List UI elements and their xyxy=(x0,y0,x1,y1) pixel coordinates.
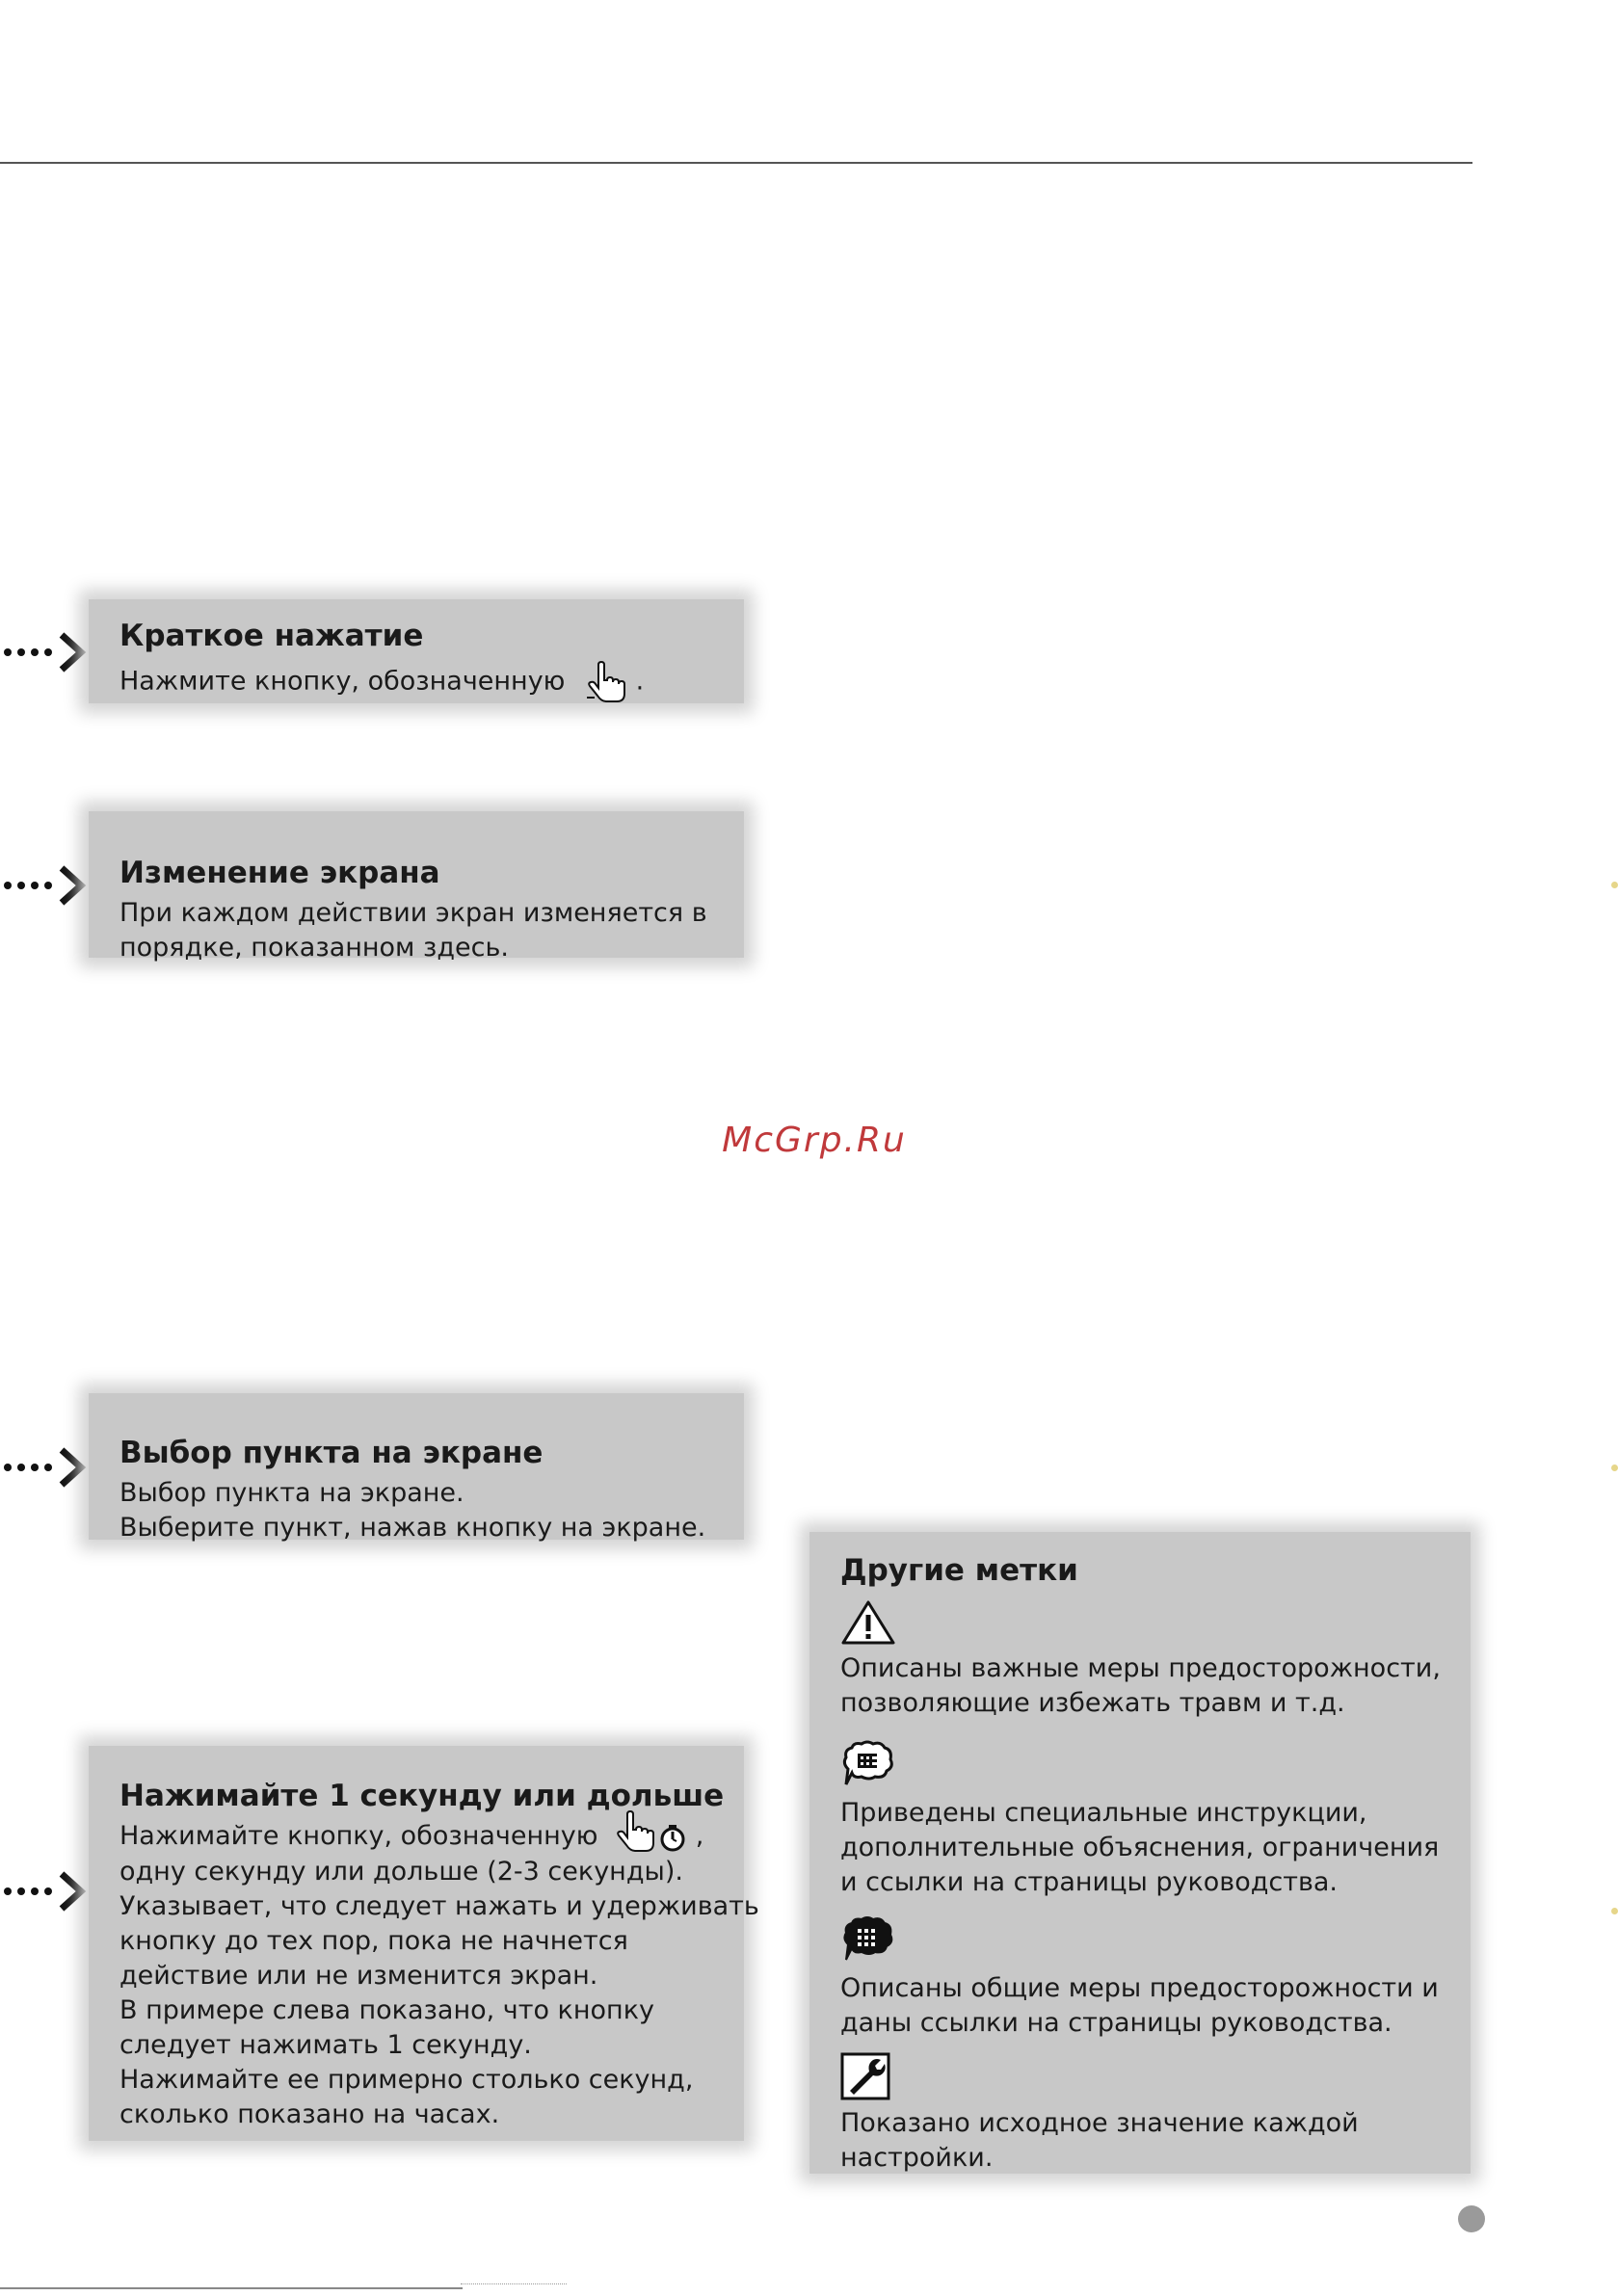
hold-press-text-after: , xyxy=(695,1821,704,1851)
hold-press-text-before: Нажимайте кнопку, обозначенную xyxy=(119,1821,598,1851)
warning-triangle-icon xyxy=(840,1599,896,1646)
mark-text: Описаны общие меры предосторожности и xyxy=(840,1973,1439,2003)
dotted-arrow-icon xyxy=(0,860,89,910)
hold-press-line: действие или не изменится экран. xyxy=(119,1960,598,1991)
hold-press-line: одну секунду или дольше (2-3 секунды). xyxy=(119,1856,683,1887)
hold-press-box xyxy=(89,1746,759,2141)
mark-text: даны ссылки на страницы руководства. xyxy=(840,2008,1393,2038)
hold-press-title: Нажимайте 1 секунду или дольше xyxy=(119,1779,725,1813)
edge-mark xyxy=(1611,882,1618,888)
hold-press-line: Указывает, что следует нажать и удерживать xyxy=(119,1890,759,1921)
dotted-arrow-icon xyxy=(0,1442,89,1492)
mark-text: дополнительные объяснения, ограничения xyxy=(840,1833,1440,1862)
hold-press-line: В примере слева показано, что кнопку xyxy=(119,1994,654,2025)
dotted-arrow-icon xyxy=(0,1866,89,1916)
short-press-text-before: Нажмите кнопку, обозначенную xyxy=(119,666,566,697)
hand-press-icon xyxy=(581,659,627,705)
speech-bubble-filled-icon xyxy=(840,1915,896,1966)
wrench-icon xyxy=(840,2052,890,2100)
mark-text: Приведены специальные инструкции, xyxy=(840,1798,1367,1828)
watermark: McGrp.Ru xyxy=(722,1121,907,1160)
hold-press-line: сколько показано на часах. xyxy=(119,2098,500,2129)
screen-change-line: При каждом действии экран изменяется в xyxy=(119,898,707,928)
screen-change-box xyxy=(89,811,744,963)
short-press-text-after: . xyxy=(635,666,645,697)
page-marker-dot xyxy=(1458,2205,1485,2232)
mark-text: позволяющие избежать травм и т.д. xyxy=(840,1688,1345,1718)
hand-hold-timer-icon xyxy=(612,1810,687,1855)
select-item-box xyxy=(89,1393,744,1543)
screen-change-title: Изменение экрана xyxy=(119,856,440,890)
screen-change-line: порядке, показанном здесь. xyxy=(119,933,509,963)
mark-text: Показано исходное значение каждой xyxy=(840,2108,1359,2138)
mark-text: и ссылки на страницы руководства. xyxy=(840,1867,1339,1897)
edge-mark xyxy=(1611,1465,1618,1471)
mark-text: Описаны важные меры предосторожности, xyxy=(840,1653,1441,1683)
header-rule xyxy=(0,162,1472,164)
short-press-title: Краткое нажатие xyxy=(119,619,424,653)
hold-press-line: кнопку до тех пор, пока не начнется xyxy=(119,1925,628,1956)
hold-press-first-line xyxy=(119,1819,711,1855)
select-item-line: Выберите пункт, нажав кнопку на экране. xyxy=(119,1513,706,1543)
short-press-box xyxy=(89,599,744,703)
footer-ticks xyxy=(461,2283,567,2292)
edge-mark xyxy=(1611,1908,1618,1914)
hold-press-line: Нажимайте ее примерно столько секунд, xyxy=(119,2064,694,2095)
dotted-arrow-icon xyxy=(0,627,89,677)
select-item-line: Выбор пункта на экране. xyxy=(119,1478,464,1508)
speech-bubble-outline-icon xyxy=(840,1740,896,1790)
other-marks-title: Другие метки xyxy=(840,1553,1078,1588)
select-item-title: Выбор пункта на экране xyxy=(119,1436,544,1470)
footer-rule xyxy=(0,2287,463,2289)
short-press-text xyxy=(119,659,711,705)
hold-press-line: следует нажимать 1 секунду. xyxy=(119,2029,532,2060)
other-marks-box xyxy=(809,1532,1471,2174)
mark-text: настройки. xyxy=(840,2143,994,2173)
